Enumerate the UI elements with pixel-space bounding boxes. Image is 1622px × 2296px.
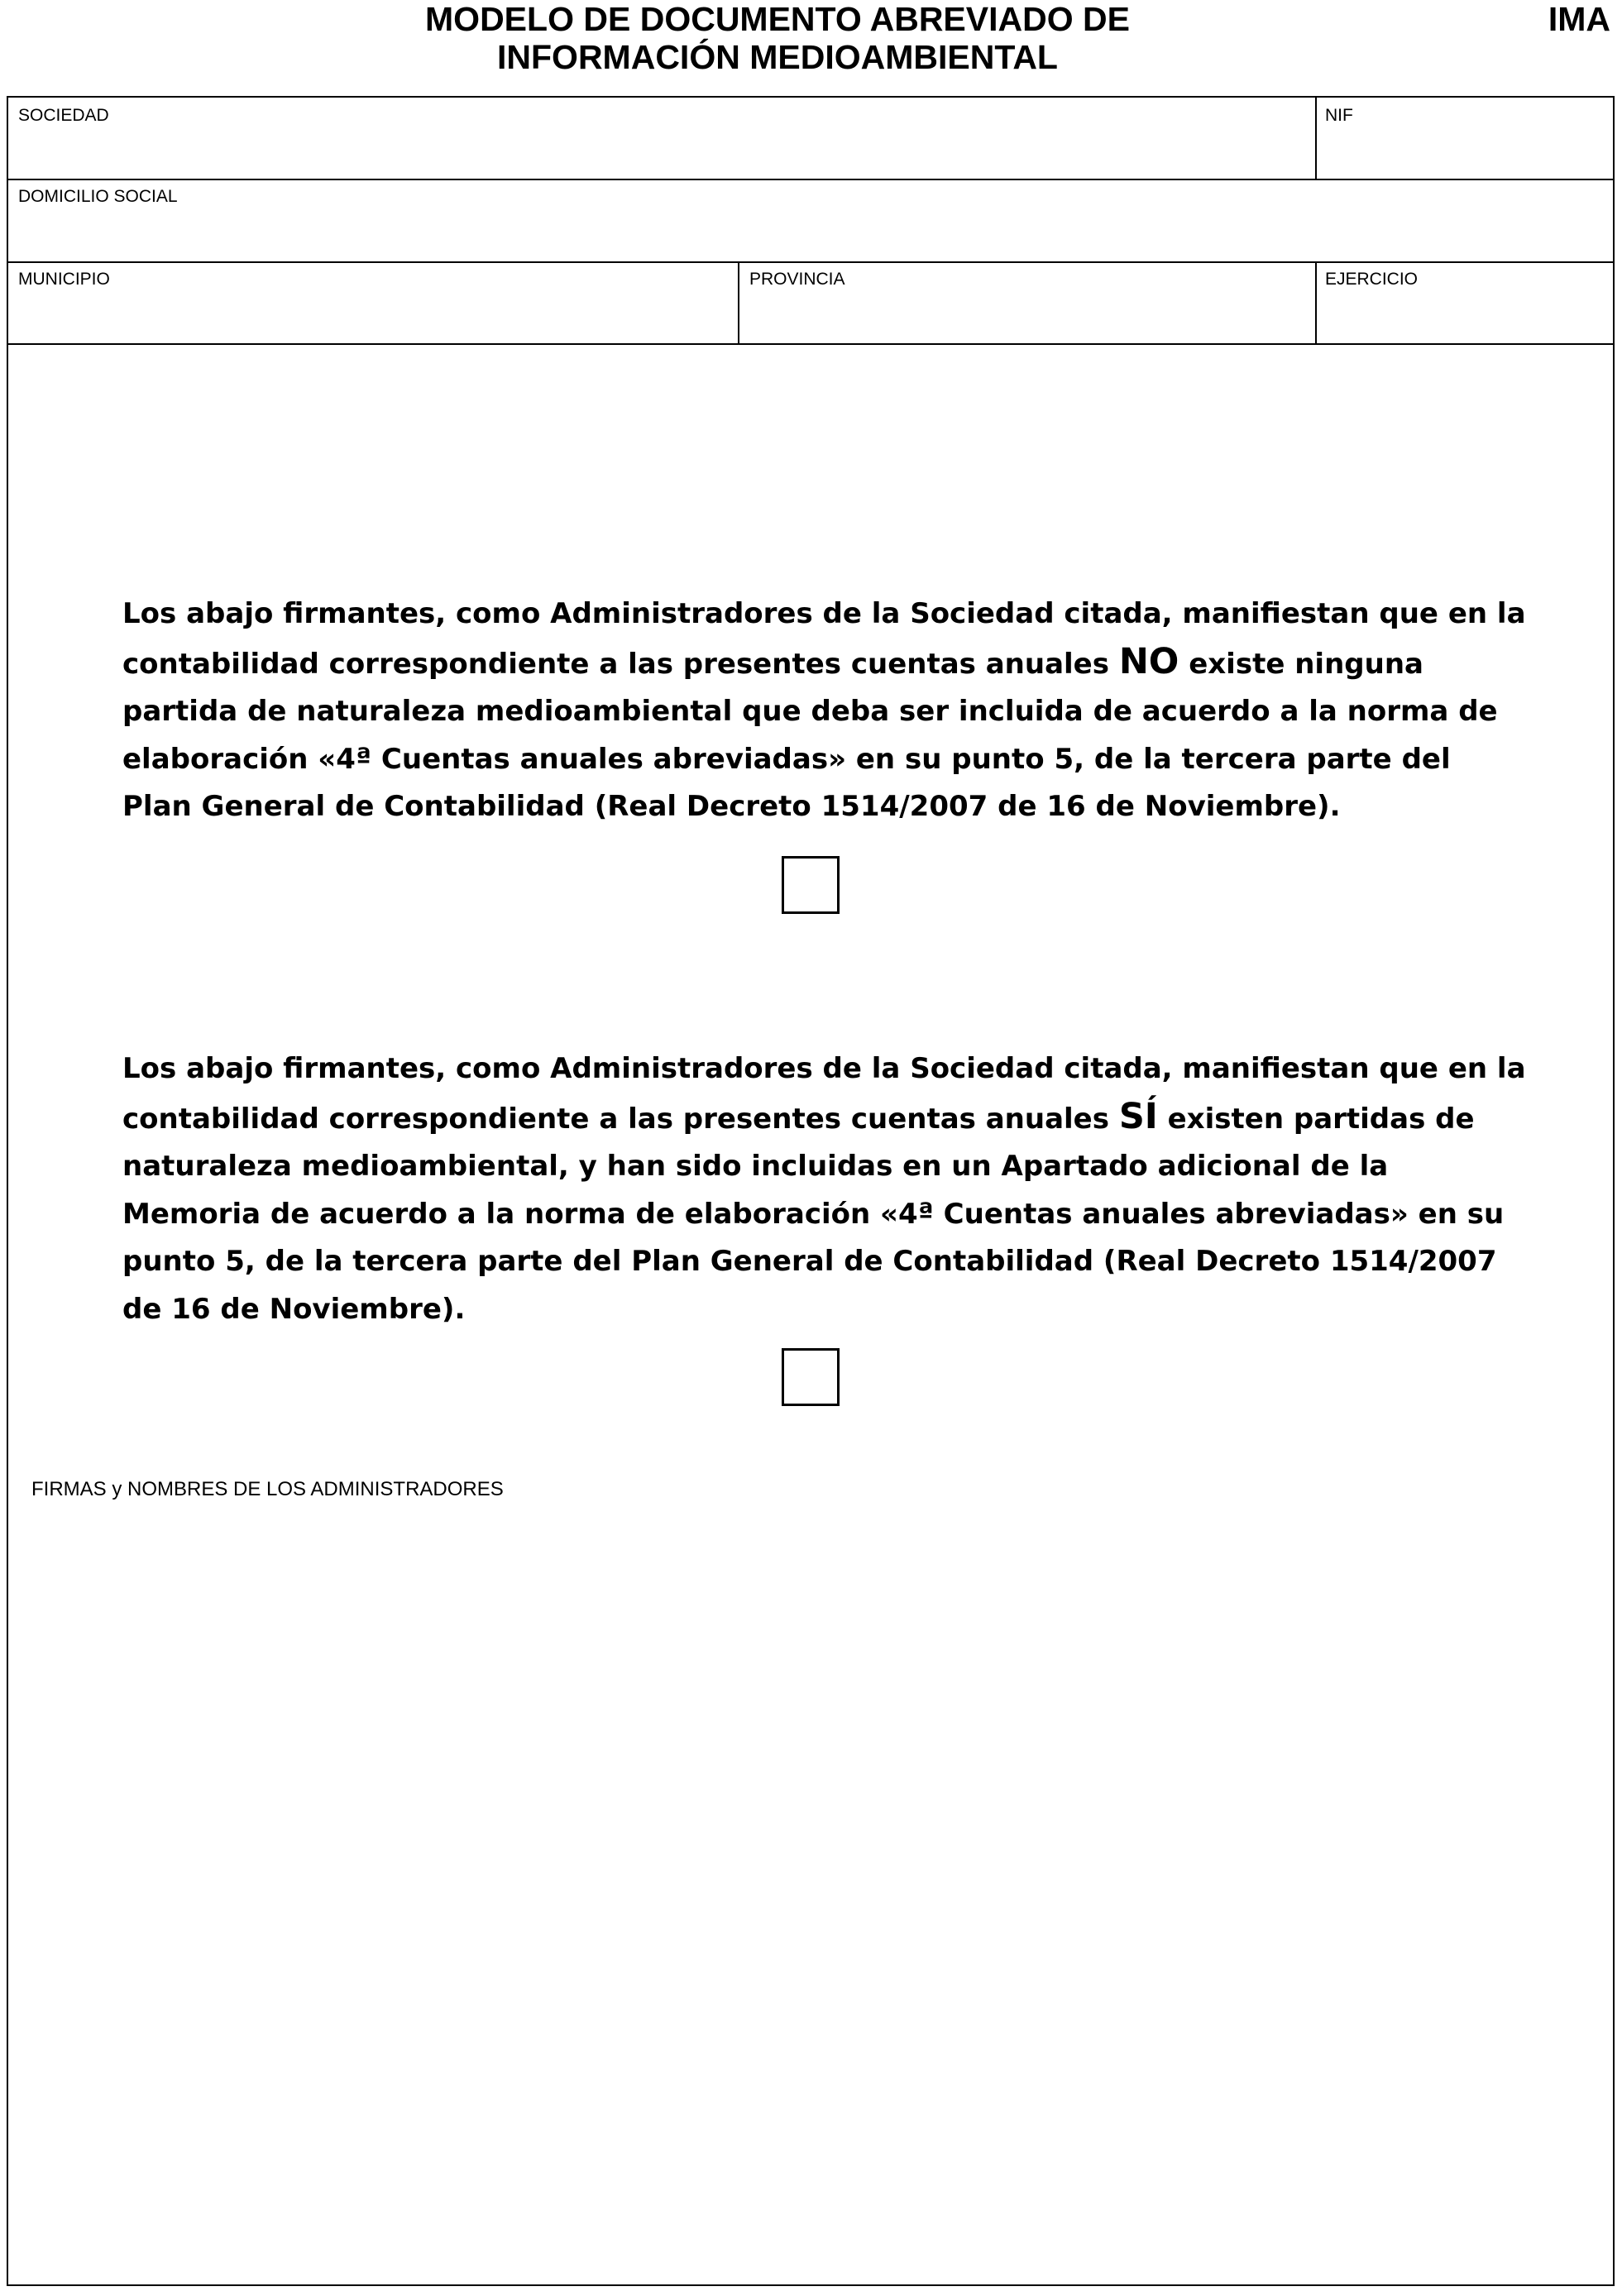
divider	[8, 179, 1613, 180]
title-line-2: INFORMACIÓN MEDIOAMBIENTAL	[497, 38, 1058, 76]
divider	[1315, 98, 1317, 179]
form-code: IMA	[1548, 0, 1610, 38]
statement-si-rest: existen partidas de naturaleza medioambiental, y han sido incluidas en un Apartado adicional de la Memoria de acuerdo a la norma de elaboración «4ª Cuentas anuales abreviadas» en su punto 5, de la tercera parte del Plan General de Contabilidad (Real Decreto 1514/2007 de 16 de Noviembre).	[122, 1102, 1505, 1326]
domicilio-field[interactable]: DOMICILIO SOCIAL	[18, 187, 178, 206]
title-line-1: MODELO DE DOCUMENTO ABREVIADO DE	[425, 0, 1130, 38]
sociedad-field[interactable]: SOCIEDAD	[18, 106, 109, 125]
checkbox-si[interactable]	[782, 1348, 840, 1406]
statement-si-lead: Los abajo firmantes, como Administradores de la Sociedad citada, manifiestan que en la contabilidad correspondiente a las presentes cuentas anuales	[122, 1052, 1526, 1136]
municipio-field[interactable]: MUNICIPIO	[18, 270, 110, 289]
provincia-field[interactable]: PROVINCIA	[749, 270, 845, 289]
divider	[8, 261, 1613, 263]
nif-field[interactable]: NIF	[1325, 106, 1353, 125]
checkbox-no[interactable]	[782, 856, 840, 914]
statement-no	[122, 591, 1529, 831]
statement-no-rest: existe ninguna partida de naturaleza medioambiental que deba ser incluida de acuerdo a la norma de elaboración «4ª Cuentas anuales abreviadas» en su punto 5, de la tercera parte del Plan General de Contabilidad (Real Decreto 1514/2007 de 16 de Noviembre).	[122, 647, 1498, 823]
signatures-label: FIRMAS y NOMBRES DE LOS ADMINISTRADORES	[31, 1478, 504, 1500]
divider	[8, 343, 1613, 345]
statement-si	[122, 1045, 1529, 1333]
divider	[1315, 261, 1317, 343]
statement-si-emphasis: SÍ	[1118, 1095, 1158, 1137]
divider	[738, 261, 739, 343]
document-title	[281, 0, 1274, 76]
ejercicio-field[interactable]: EJERCICIO	[1325, 270, 1419, 289]
statement-no-emphasis: NO	[1118, 640, 1179, 682]
statement-no-lead: Los abajo firmantes, como Administradores de la Sociedad citada, manifiestan que en la contabilidad correspondiente a las presentes cuentas anuales	[122, 597, 1526, 681]
